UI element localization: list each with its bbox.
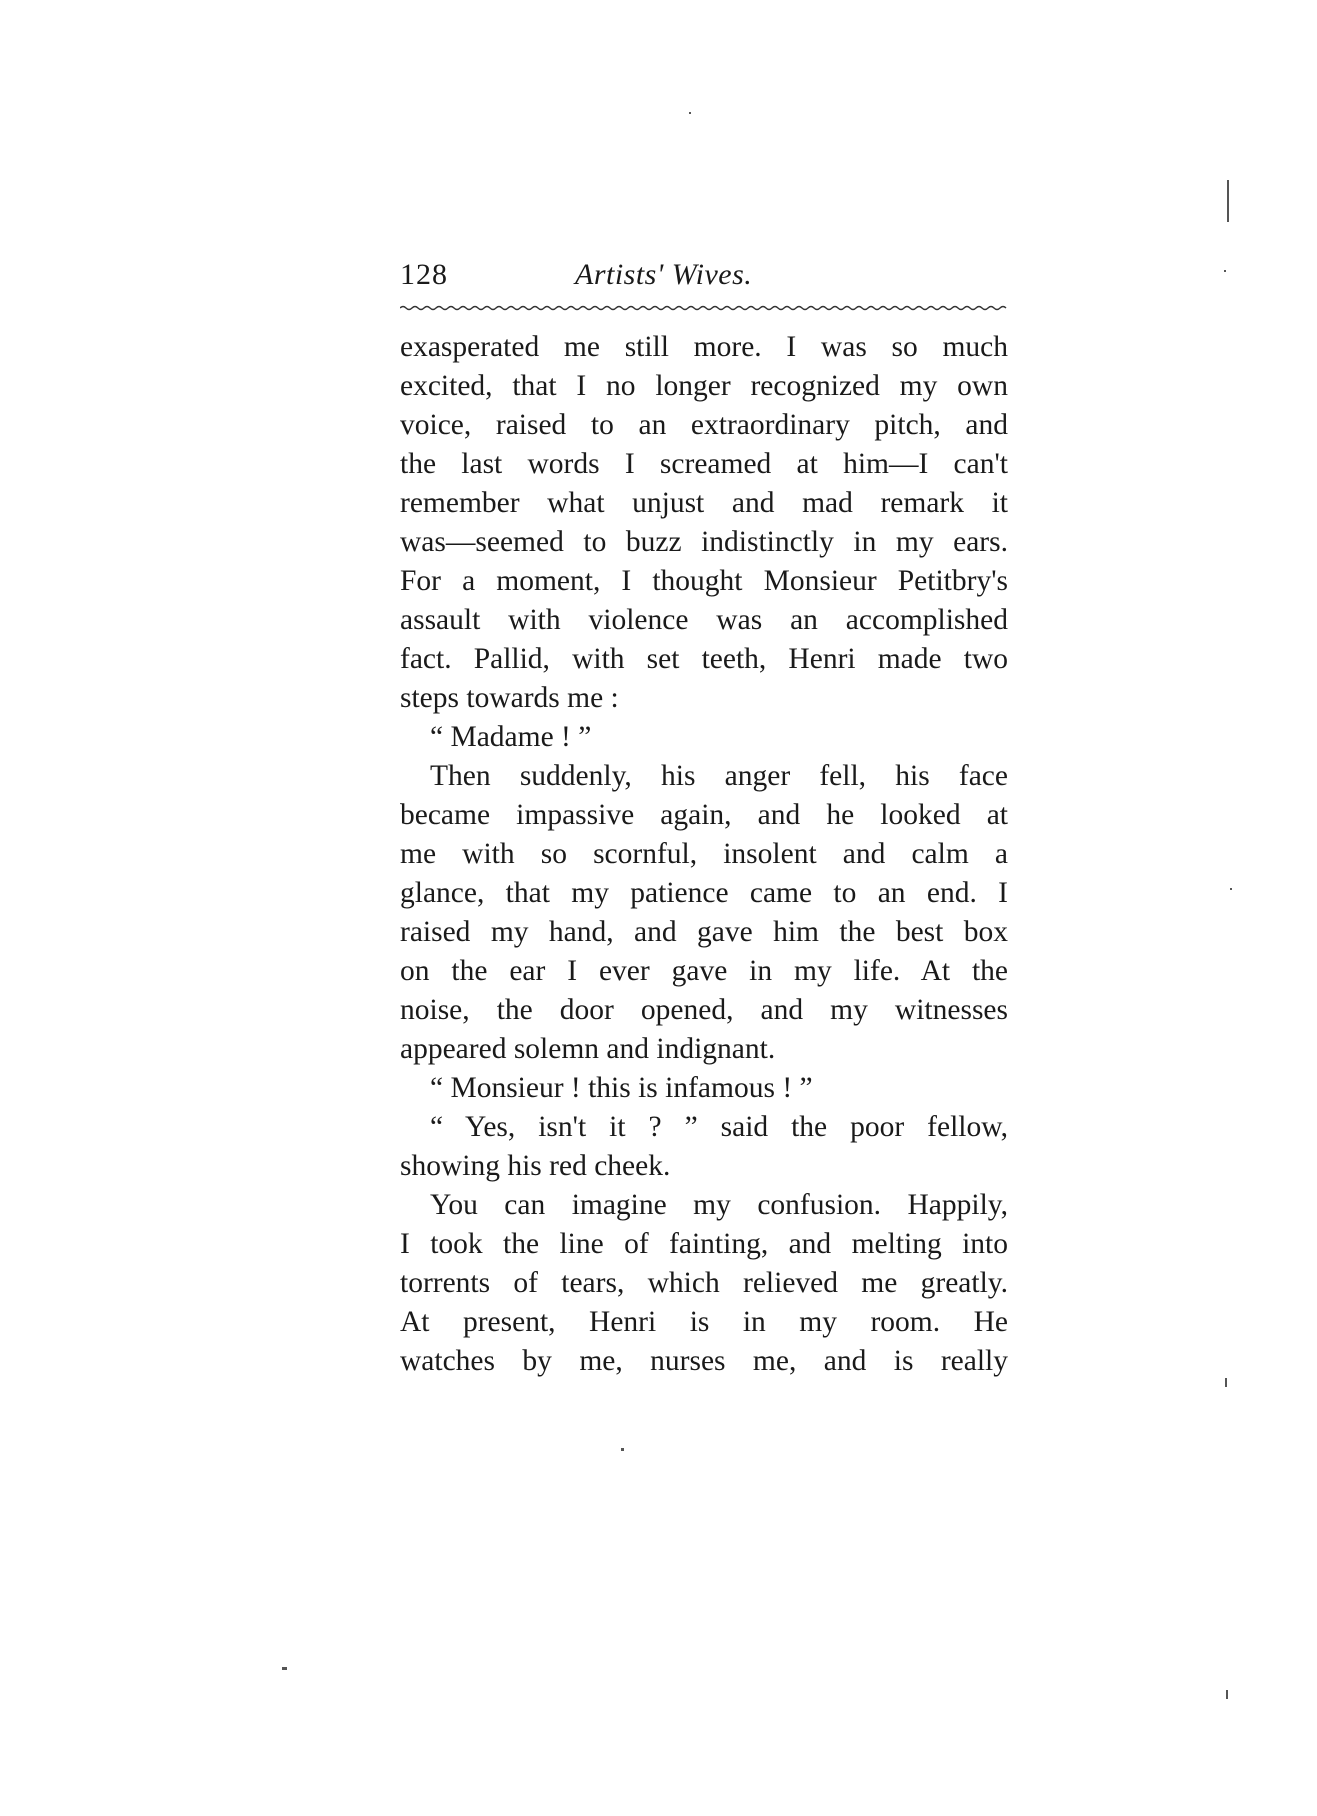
text-line: appeared solemn and indignant.: [400, 1033, 776, 1065]
text-line: Then suddenly, his anger fell, his face: [430, 760, 1008, 792]
text-line: was—seemed to buzz indistinctly in my ears.: [400, 526, 1008, 558]
scan-speck: [1225, 1378, 1227, 1387]
text-line: You can imagine my confusion. Happily,: [430, 1189, 1008, 1221]
text-line: For a moment, I thought Monsieur Petitbry's: [400, 565, 1008, 597]
text-line: torrents of tears, which relieved me greatly.: [400, 1267, 1008, 1299]
text-line: on the ear I ever gave in my life. At the: [400, 955, 1008, 987]
scan-speck: [282, 1667, 287, 1670]
text-line: voice, raised to an extraordinary pitch, and: [400, 409, 1008, 441]
text-line: steps towards me :: [400, 682, 619, 714]
text-line: assault with violence was an accomplished: [400, 604, 1008, 636]
scan-speck: [621, 1448, 624, 1451]
header-rule: [400, 303, 1008, 313]
scan-speck: [1230, 888, 1232, 890]
text-line: me with so scornful, insolent and calm a: [400, 838, 1008, 870]
text-line: showing his red cheek.: [400, 1150, 671, 1182]
text-line: became impassive again, and he looked at: [400, 799, 1008, 831]
text-line: excited, that I no longer recognized my own: [400, 370, 1008, 402]
text-line: noise, the door opened, and my witnesses: [400, 994, 1008, 1026]
scan-speck: [1224, 270, 1226, 272]
text-line: “ Monsieur ! this is infamous ! ”: [430, 1072, 813, 1104]
scan-mark: [1227, 180, 1229, 222]
text-line: “ Yes, isn't it ? ” said the poor fellow,: [430, 1111, 1008, 1143]
page-header: [400, 258, 1010, 298]
scan-speck: [689, 112, 691, 114]
running-title: Artists' Wives.: [575, 258, 753, 291]
text-line: “ Madame ! ”: [430, 721, 592, 753]
text-line: remember what unjust and mad remark it: [400, 487, 1008, 519]
text-line: watches by me, nurses me, and is really: [400, 1345, 1008, 1377]
text-line: exasperated me still more. I was so much: [400, 331, 1008, 363]
text-line: fact. Pallid, with set teeth, Henri made two: [400, 643, 1008, 675]
body-text: [400, 328, 1008, 1381]
text-line: I took the line of fainting, and melting into: [400, 1228, 1008, 1260]
text-line: At present, Henri is in my room. He: [400, 1306, 1008, 1338]
scan-speck: [1226, 1690, 1228, 1699]
text-line: the last words I screamed at him—I can't: [400, 448, 1008, 480]
text-line: glance, that my patience came to an end. I: [400, 877, 1008, 909]
page-number: 128: [400, 258, 448, 291]
text-line: raised my hand, and gave him the best box: [400, 916, 1008, 948]
